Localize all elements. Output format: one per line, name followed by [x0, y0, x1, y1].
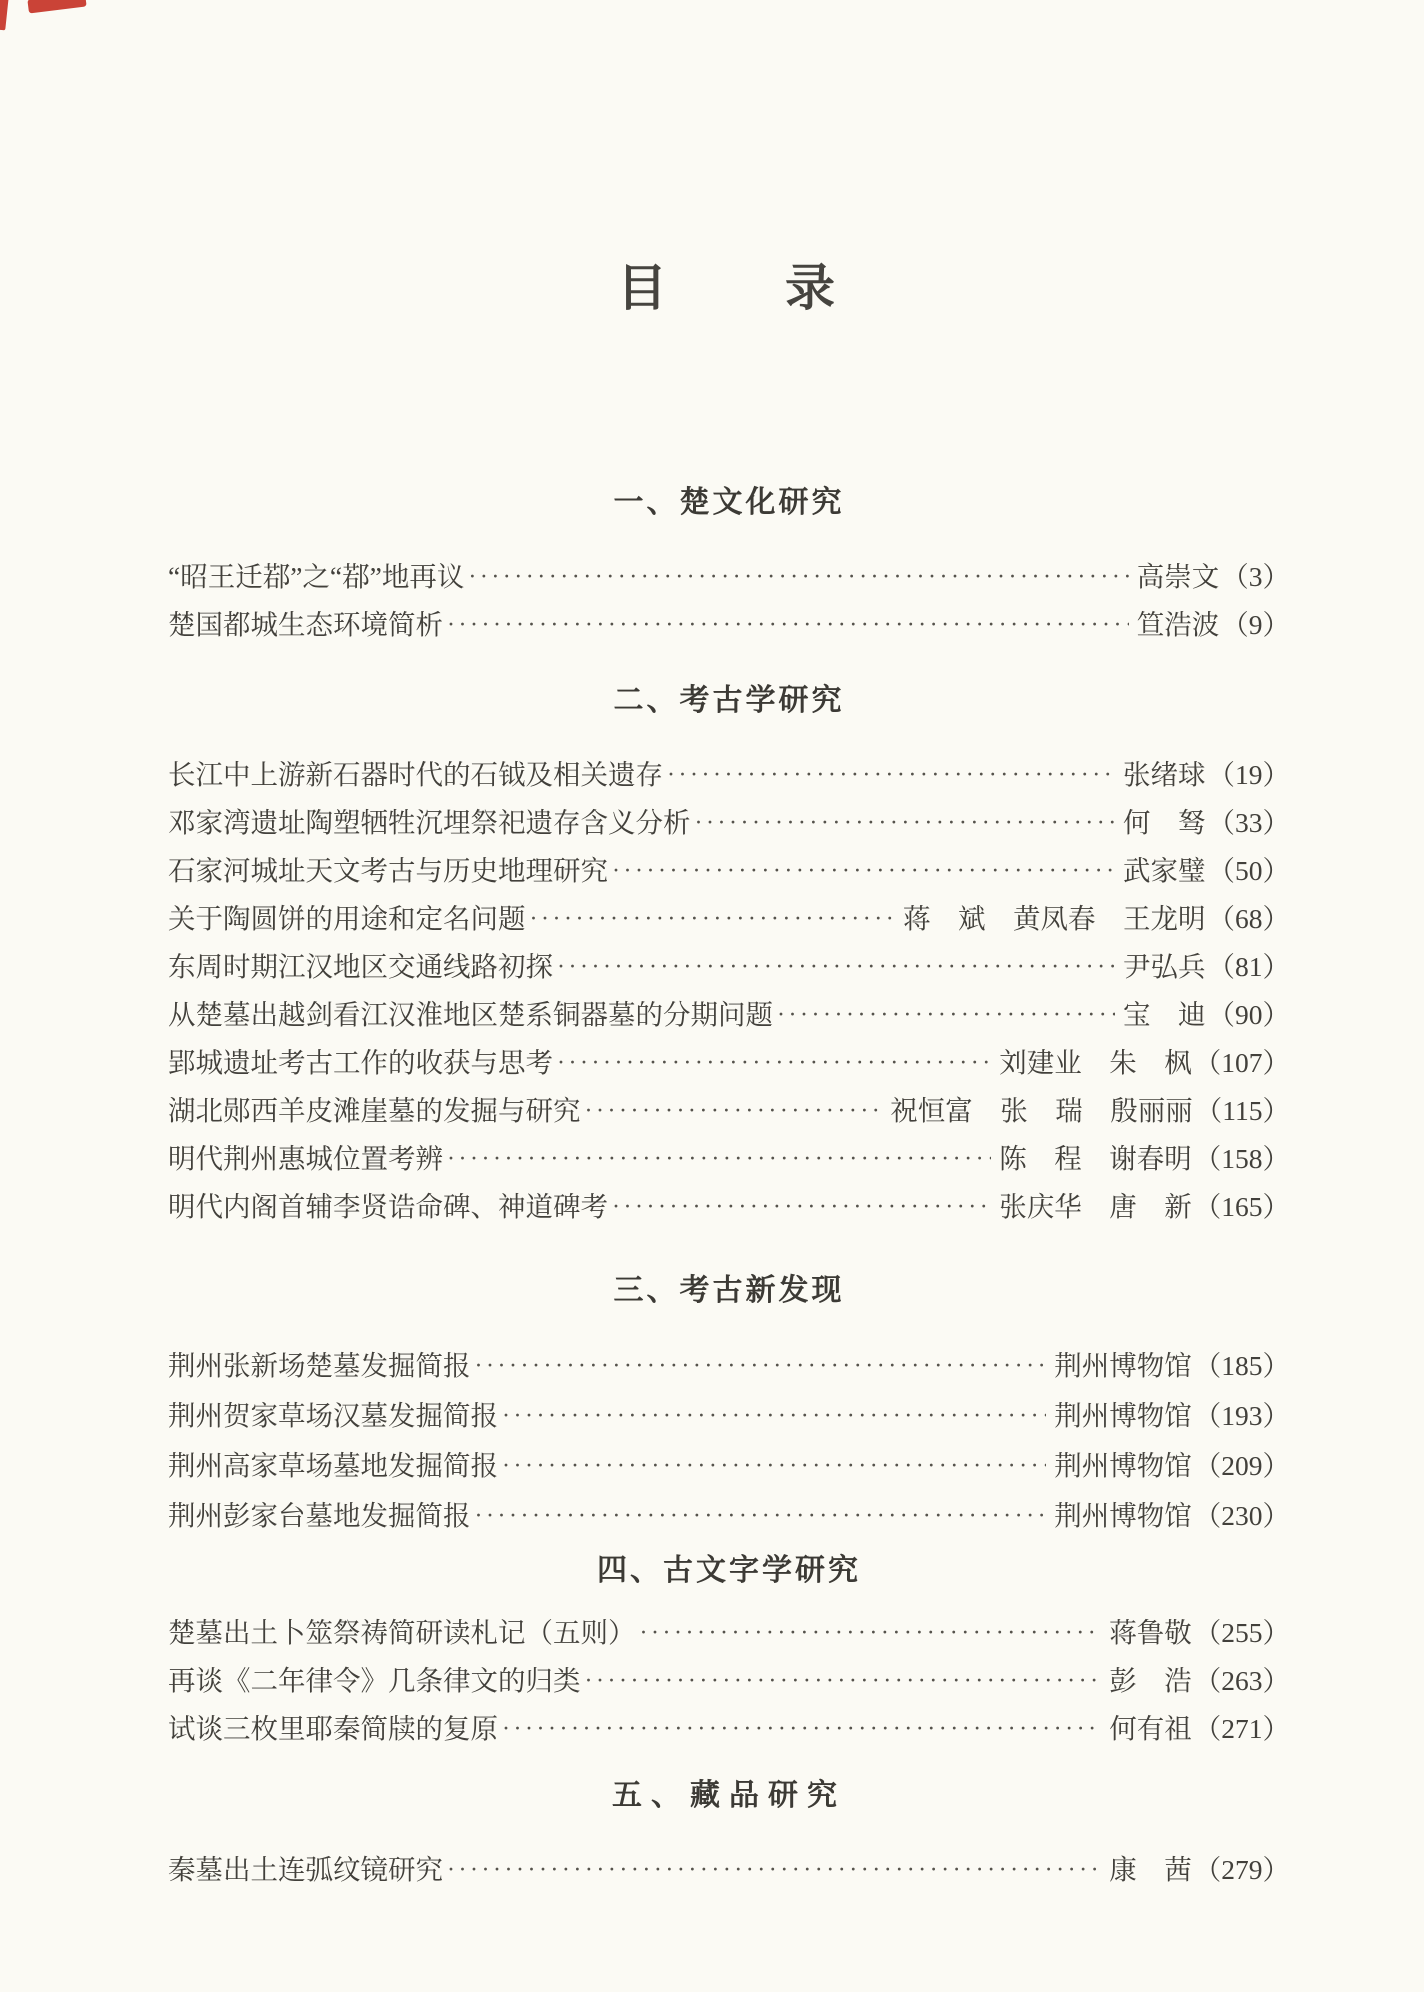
section-rows-1 — [168, 554, 1290, 650]
toc-entry — [168, 1442, 1290, 1492]
entry-page: （81） — [1207, 951, 1290, 982]
entry-authors: 荆州博物馆 — [1054, 1450, 1192, 1481]
toc-entry — [168, 1342, 1290, 1392]
toc-entry — [168, 1706, 1290, 1754]
section-rows-2 — [168, 752, 1290, 1232]
entry-authors: 陈 程 谢春明 — [999, 1143, 1192, 1174]
toc-entry — [168, 1847, 1290, 1895]
entry-authors: 张庆华 唐 新 — [999, 1191, 1192, 1222]
entry-title: 湖北郧西羊皮滩崖墓的发掘与研究 — [168, 1095, 581, 1126]
scan-artifact-left — [0, 0, 9, 30]
entry-title: 长江中上游新石器时代的石钺及相关遗存 — [168, 759, 663, 790]
toc-entry — [168, 554, 1290, 602]
entry-authors: 高崇文 — [1136, 561, 1220, 592]
entry-authors: 刘建业 朱 枫 — [999, 1047, 1192, 1078]
section-rows-3 — [168, 1342, 1290, 1542]
entry-title: 郢城遗址考古工作的收获与思考 — [168, 1047, 553, 1078]
entry-authors: 祝恒富 张 瑞 殷丽丽 — [890, 1095, 1193, 1126]
entry-page: （255） — [1193, 1617, 1290, 1648]
dot-leader — [447, 603, 1129, 648]
entry-authors: 宝 迪 — [1123, 999, 1206, 1030]
entry-authors: 张绪球 — [1123, 759, 1206, 790]
page-content — [168, 0, 1290, 1895]
entry-title: 东周时期江汉地区交通线路初探 — [168, 951, 553, 982]
dot-leader — [530, 897, 896, 942]
toc-entry — [168, 1136, 1290, 1184]
dot-leader — [695, 801, 1116, 846]
toc-entry — [168, 1184, 1290, 1232]
entry-page: （185） — [1193, 1350, 1290, 1381]
entry-authors: 荆州博物馆 — [1054, 1350, 1192, 1381]
entry-title: 秦墓出土连弧纹镜研究 — [168, 1854, 443, 1885]
dot-leader — [585, 1089, 883, 1134]
entry-authors: 尹弘兵 — [1123, 951, 1206, 982]
entry-title: 荆州彭家台墓地发掘简报 — [168, 1500, 471, 1531]
entry-page: （68） — [1207, 903, 1290, 934]
entry-page: （3） — [1221, 561, 1290, 592]
entry-title: 关于陶圆饼的用途和定名问题 — [168, 903, 526, 934]
page-title: 目 录 — [617, 260, 841, 316]
entry-page: （271） — [1193, 1713, 1290, 1744]
entry-title: 明代荆州惠城位置考辨 — [168, 1143, 443, 1174]
dot-leader — [777, 993, 1115, 1038]
scan-artifact-top — [27, 0, 86, 13]
entry-title: 楚国都城生态环境简析 — [168, 609, 443, 640]
dot-leader — [475, 1493, 1047, 1540]
entry-authors: 何 驽 — [1123, 807, 1206, 838]
entry-title: 邓家湾遗址陶塑牺牲沉埋祭祀遗存含义分析 — [168, 807, 691, 838]
entry-authors: 彭 浩 — [1109, 1665, 1192, 1696]
section-heading-2: 二、考古学研究 — [613, 684, 845, 717]
dot-leader — [475, 1343, 1047, 1390]
toc-entry — [168, 800, 1290, 848]
entry-title: 明代内阁首辅李贤诰命碑、神道碑考 — [168, 1191, 608, 1222]
entry-title: 楚墓出土卜筮祭祷简研读札记（五则） — [168, 1617, 636, 1648]
entry-page: （9） — [1221, 609, 1290, 640]
toc-entry — [168, 752, 1290, 800]
entry-title: “昭王迁鄀”之“鄀”地再议 — [168, 561, 465, 592]
entry-title: 从楚墓出越剑看江汉淮地区楚系铜器墓的分期问题 — [168, 999, 773, 1030]
entry-authors: 蒋鲁敬 — [1109, 1617, 1192, 1648]
entry-page: （107） — [1193, 1047, 1290, 1078]
entry-page: （19） — [1207, 759, 1290, 790]
entry-page: （193） — [1193, 1400, 1290, 1431]
entry-title: 荆州张新场楚墓发掘简报 — [168, 1350, 471, 1381]
entry-page: （279） — [1193, 1854, 1290, 1885]
entry-page: （165） — [1193, 1191, 1290, 1222]
section-heading-1: 一、楚文化研究 — [613, 486, 845, 519]
toc-entry — [168, 992, 1290, 1040]
entry-authors: 蒋 斌 黄凤春 王龙明 — [903, 903, 1206, 934]
section-heading-3: 三、考古新发现 — [613, 1274, 845, 1307]
dot-leader — [640, 1611, 1102, 1656]
entry-title: 试谈三枚里耶秦简牍的复原 — [168, 1713, 498, 1744]
dot-leader — [502, 1707, 1101, 1752]
dot-leader — [557, 1041, 991, 1086]
section-rows-4 — [168, 1610, 1290, 1754]
dot-leader — [502, 1443, 1046, 1490]
entry-page: （263） — [1193, 1665, 1290, 1696]
entry-page: （158） — [1193, 1143, 1290, 1174]
entry-authors: 笪浩波 — [1136, 609, 1220, 640]
toc-entry — [168, 1492, 1290, 1542]
toc-entry — [168, 1392, 1290, 1442]
entry-authors: 荆州博物馆 — [1054, 1500, 1192, 1531]
dot-leader — [612, 849, 1115, 894]
toc-entry — [168, 1088, 1290, 1136]
toc-entry — [168, 602, 1290, 650]
entry-page: （230） — [1193, 1500, 1290, 1531]
entry-title: 石家河城址天文考古与历史地理研究 — [168, 855, 608, 886]
dot-leader — [468, 555, 1128, 600]
dot-leader — [557, 945, 1115, 990]
entry-authors: 武家璧 — [1123, 855, 1206, 886]
entry-authors: 康 茜 — [1109, 1854, 1192, 1885]
entry-page: （115） — [1194, 1095, 1290, 1126]
entry-title: 荆州高家草场墓地发掘简报 — [168, 1450, 498, 1481]
entry-page: （33） — [1207, 807, 1290, 838]
entry-page: （50） — [1207, 855, 1290, 886]
toc-entry — [168, 896, 1290, 944]
entry-authors: 何有祖 — [1109, 1713, 1192, 1744]
dot-leader — [612, 1185, 991, 1230]
toc-entry — [168, 1040, 1290, 1088]
entry-authors: 荆州博物馆 — [1054, 1400, 1192, 1431]
entry-title: 再谈《二年律令》几条律文的归类 — [168, 1665, 581, 1696]
toc-entry — [168, 848, 1290, 896]
entry-title: 荆州贺家草场汉墓发掘简报 — [168, 1400, 498, 1431]
dot-leader — [447, 1848, 1101, 1893]
dot-leader — [502, 1393, 1046, 1440]
entry-page: （209） — [1193, 1450, 1290, 1481]
entry-page: （90） — [1207, 999, 1290, 1030]
section-rows-5 — [168, 1847, 1290, 1895]
section-heading-4: 四、古文字学研究 — [597, 1554, 861, 1587]
dot-leader — [585, 1659, 1102, 1704]
toc-entry — [168, 944, 1290, 992]
dot-leader — [447, 1137, 991, 1182]
toc-entry — [168, 1610, 1290, 1658]
toc-entry — [168, 1658, 1290, 1706]
section-heading-5: 五、藏品研究 — [612, 1779, 846, 1812]
dot-leader — [667, 753, 1115, 798]
